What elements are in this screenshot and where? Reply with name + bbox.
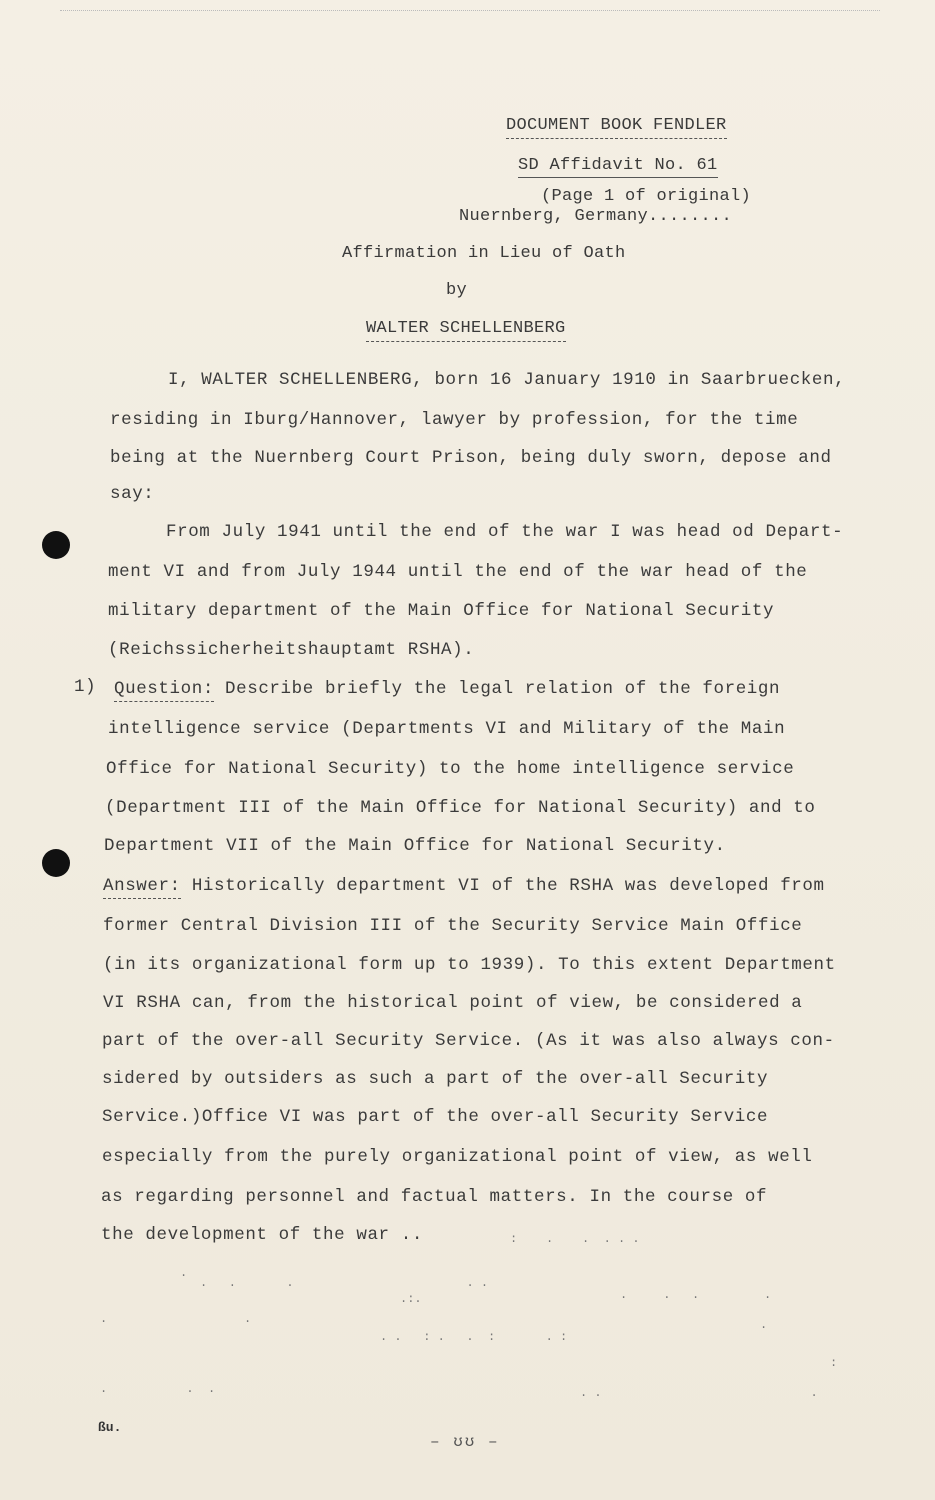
speck: : (830, 1356, 838, 1370)
question-number: 1) (74, 677, 97, 697)
answer-line-8: especially from the purely organizational point of view, as well (102, 1147, 813, 1167)
affiant-name-text: WALTER SCHELLENBERG (366, 319, 566, 342)
question-first-text: Describe briefly the legal relation of the foreign (213, 679, 781, 699)
top-edge-rule (60, 10, 880, 11)
answer-label: Answer: (103, 876, 181, 899)
question-line-2: intelligence service (Departments VI and Military of the Main (108, 719, 786, 739)
question-first-line (114, 679, 780, 699)
answer-line-6: sidered by outsiders as such a part of the over-all Security (102, 1069, 769, 1089)
intro-line-2: residing in Iburg/Hannover, lawyer by profession, for the time (110, 410, 799, 430)
question-label: Question: (114, 679, 214, 702)
speck: . . . (580, 1386, 818, 1400)
answer-line-10: the development of the war .. (101, 1225, 423, 1245)
speck: . (760, 1318, 768, 1332)
question-line-3: Office for National Security) to the home intelligence service (106, 759, 795, 779)
affiant-name (366, 319, 566, 338)
page-of-original: (Page 1 of original) (541, 187, 752, 206)
para2-line-2: ment VI and from July 1944 until the end of the war head of the (108, 562, 808, 582)
corner-mark: ßu. (98, 1420, 122, 1435)
answer-first-line (103, 876, 825, 896)
punch-hole-top (42, 531, 70, 559)
question-line-5: Department VII of the Main Office for National Security. (104, 836, 726, 856)
speck: . . : . . : . : (380, 1330, 568, 1344)
intro-line-4: say: (110, 484, 155, 504)
speck: . . . . . (200, 1276, 489, 1290)
speck: .:. (400, 1292, 422, 1306)
place-line: Nuernberg, Germany........ (459, 207, 733, 226)
intro-line-1: I, WALTER SCHELLENBERG, born 16 January 1910 in Saarbruecken, (168, 370, 846, 390)
speck: . . . . (620, 1288, 772, 1302)
punch-hole-bottom (42, 849, 70, 877)
speck: . (180, 1266, 188, 1280)
para2-line-4: (Reichssicherheitshauptamt RSHA). (108, 640, 475, 660)
question-line-4: (Department III of the Main Office for National Security) and to (105, 798, 816, 818)
answer-line-5: part of the over-all Security Service. (As it was also always con- (102, 1031, 835, 1051)
title-by: by (446, 281, 468, 300)
para2-line-1: From July 1941 until the end of the war I was head od Depart- (166, 522, 844, 542)
page-number: – ʊʊ – (430, 1433, 500, 1451)
affidavit-number-text: SD Affidavit No. 61 (518, 156, 718, 178)
speck: : . . . . . (510, 1232, 640, 1246)
answer-line-3: (in its organizational form up to 1939). To this extent Department (103, 955, 836, 975)
answer-line-4: VI RSHA can, from the historical point of view, be considered a (103, 993, 803, 1013)
answer-first-text: Historically department VI of the RSHA was developed from (180, 876, 825, 896)
answer-line-2: former Central Division III of the Security Service Main Office (103, 916, 803, 936)
document-book-heading (506, 116, 727, 135)
speck: . . (100, 1312, 252, 1326)
intro-line-3: being at the Nuernberg Court Prison, being duly sworn, depose and (110, 448, 832, 468)
affidavit-number (518, 156, 718, 175)
para2-line-3: military department of the Main Office for National Security (108, 601, 775, 621)
answer-line-9: as regarding personnel and factual matters. In the course of (101, 1187, 768, 1207)
speck: . . . (100, 1382, 216, 1396)
affirmation-title: Affirmation in Lieu of Oath (342, 244, 626, 263)
answer-line-7: Service.)Office VI was part of the over-all Security Service (102, 1107, 769, 1127)
document-book-text: DOCUMENT BOOK FENDLER (506, 116, 727, 139)
